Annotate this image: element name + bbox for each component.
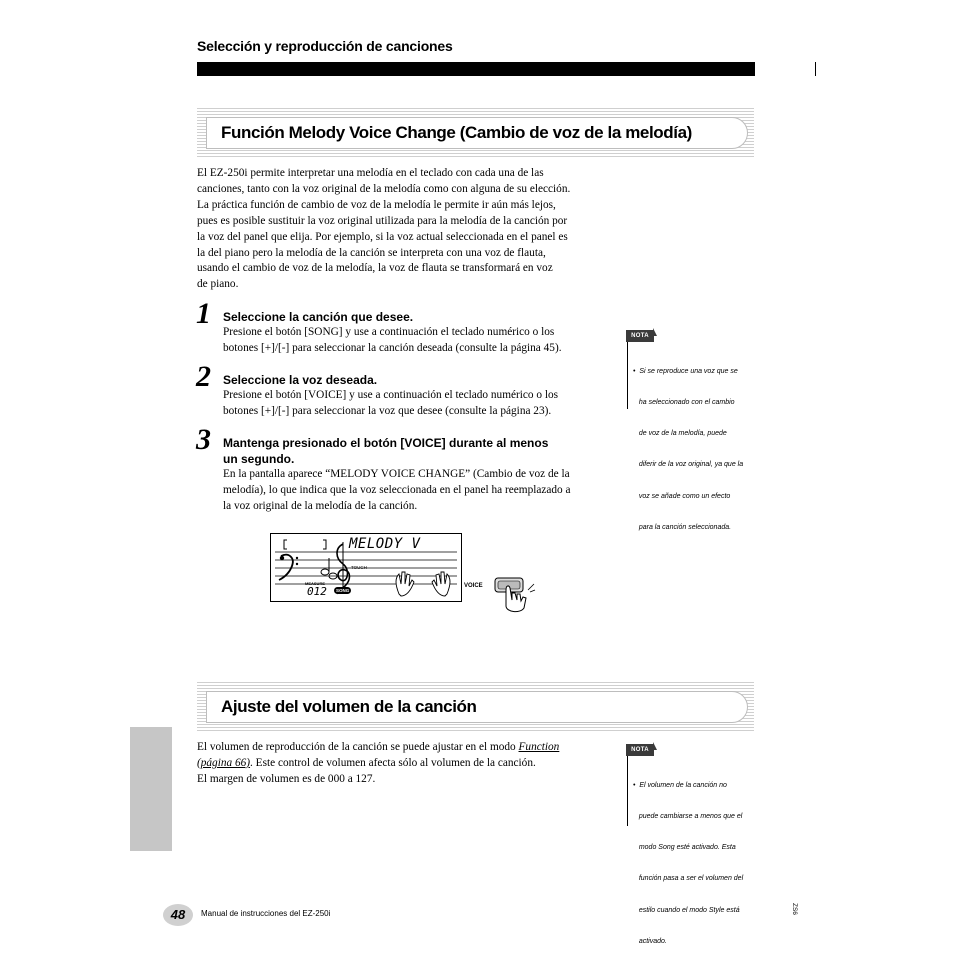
lcd-display [270, 533, 462, 602]
note-line: voz se añade como un efecto [633, 492, 731, 500]
step-number-2: 2 [196, 360, 211, 393]
volume-text: . Este control de volumen afecta sólo al volumen de la canción. [250, 756, 536, 769]
intro-line: La práctica función de cambio de voz de la melodía le permite ir aún más lejos, [197, 198, 556, 211]
lcd-song-badge: SONG [336, 588, 350, 593]
header-bar [197, 62, 755, 76]
intro-line: la del piano pero la melodía de la canción se interpreta con una voz de flauta, [197, 246, 546, 259]
lcd-touch-label: TOUCH [351, 565, 367, 570]
volume-line-2 [197, 756, 617, 772]
note-text-volume [633, 760, 763, 958]
note-line: diferir de la voz original, ya que la [633, 461, 744, 469]
note-line: para la canción seleccionada. [633, 523, 732, 531]
step-2-line: Presione el botón [VOICE] y use a continuación el teclado numérico o los [223, 389, 559, 401]
step-3-title-line: un segundo. [223, 452, 295, 466]
running-header: Selección y reproducción de canciones [197, 38, 453, 54]
section-title-melody-voice: Función Melody Voice Change (Cambio de voz de la melodía) [221, 123, 692, 142]
note-line: ha seleccionado con el cambio [633, 399, 735, 407]
intro-line: canciones, tanto con la voz original de la melodía como con alguna de su elección. [197, 182, 571, 195]
step-3-title-line: Mantenga presionado el botón [VOICE] durante al menos [223, 436, 549, 450]
note-line: modo Song esté activado. Esta [633, 844, 736, 852]
intro-line: pues es posible sustituir la voz original utilizada para la melodía de la canción por [197, 214, 568, 227]
section-banner-volume [197, 682, 754, 732]
page-number: 48 [170, 907, 186, 922]
section-banner-melody-voice [197, 108, 754, 158]
lcd-measure-label: MEASURE [305, 581, 326, 586]
note-line: puede cambiarse a menos que el [633, 813, 743, 821]
step-3-line: melodía), lo que indica que la voz seleccionada en el panel ha reemplazado a [223, 483, 571, 496]
note-line: • Si se reproduce una voz que se [633, 367, 738, 375]
step-3-line: la voz original de la melodía de la canción. [223, 499, 418, 512]
step-number-1: 1 [196, 297, 211, 330]
note-badge-tail [653, 328, 657, 336]
note-badge: NOTA [626, 744, 654, 756]
intro-line: la voz del panel que elija. Por ejemplo, si la voz actual seleccionada en el panel es [197, 230, 568, 243]
note-line: de voz de la melodía, puede [633, 430, 727, 438]
function-link[interactable]: Function [518, 741, 560, 753]
banner-pill [206, 691, 748, 723]
step-1-body [223, 325, 613, 357]
step-3-line: En la pantalla aparece “MELODY VOICE CHANGE” (Cambio de voz de la [223, 468, 570, 480]
volume-line-1 [197, 740, 617, 756]
intro-line: El EZ-250i permite interpretar una melodía en el teclado con cada una de las [197, 167, 544, 179]
step-2-line: botones [+]/[-] para seleccionar la voz que desee (consulte la página 23). [223, 404, 552, 417]
margin-code: ZS6 [791, 903, 798, 915]
volume-text: El volumen de reproducción de la canción se puede ajustar en el modo [197, 741, 519, 753]
step-2-title: Seleccione la voz deseada. [223, 373, 378, 387]
step-3-title [223, 435, 613, 467]
banner-pill [206, 117, 748, 149]
step-1-line: botones [+]/[-] para seleccionar la canción deseada (consulte la página 45). [223, 341, 562, 354]
lcd-display-text: MELODY V [349, 536, 421, 552]
step-1-title: Seleccione la canción que desee. [223, 310, 414, 324]
intro-paragraph [197, 166, 617, 293]
note-line: activado. [633, 937, 667, 945]
note-line: • El volumen de la canción no [633, 781, 727, 789]
intro-line: de piano. [197, 278, 239, 291]
note-text-melody-voice [633, 346, 763, 544]
step-1-line: Presione el botón [SONG] y use a continuación el teclado numérico o los [223, 326, 555, 338]
note-line: función pasa a ser el volumen del [633, 875, 744, 883]
volume-paragraph [197, 740, 617, 788]
chapter-side-tab [130, 727, 172, 851]
voice-button-label: VOICE [464, 583, 483, 589]
page-66-link[interactable]: (página 66) [197, 756, 251, 769]
note-badge-tail [653, 742, 657, 750]
note-line: estilo cuando el modo Style está [633, 906, 740, 914]
lcd-measure-value: 012 [307, 585, 327, 598]
step-2-body [223, 388, 613, 420]
voice-button-icon [490, 570, 540, 616]
step-number-3: 3 [196, 423, 211, 456]
step-3-body [223, 467, 613, 515]
crop-mark [815, 62, 816, 76]
volume-line-3: El margen de volumen es de 000 a 127. [197, 772, 376, 785]
intro-line: usando el cambio de voz de la melodía, la voz de flauta se transformará en voz [197, 262, 553, 275]
section-title-volume: Ajuste del volumen de la canción [221, 697, 477, 716]
note-rule [627, 744, 628, 826]
manual-title: Manual de instrucciones del EZ-250i [201, 909, 331, 918]
note-badge: NOTA [626, 330, 654, 342]
